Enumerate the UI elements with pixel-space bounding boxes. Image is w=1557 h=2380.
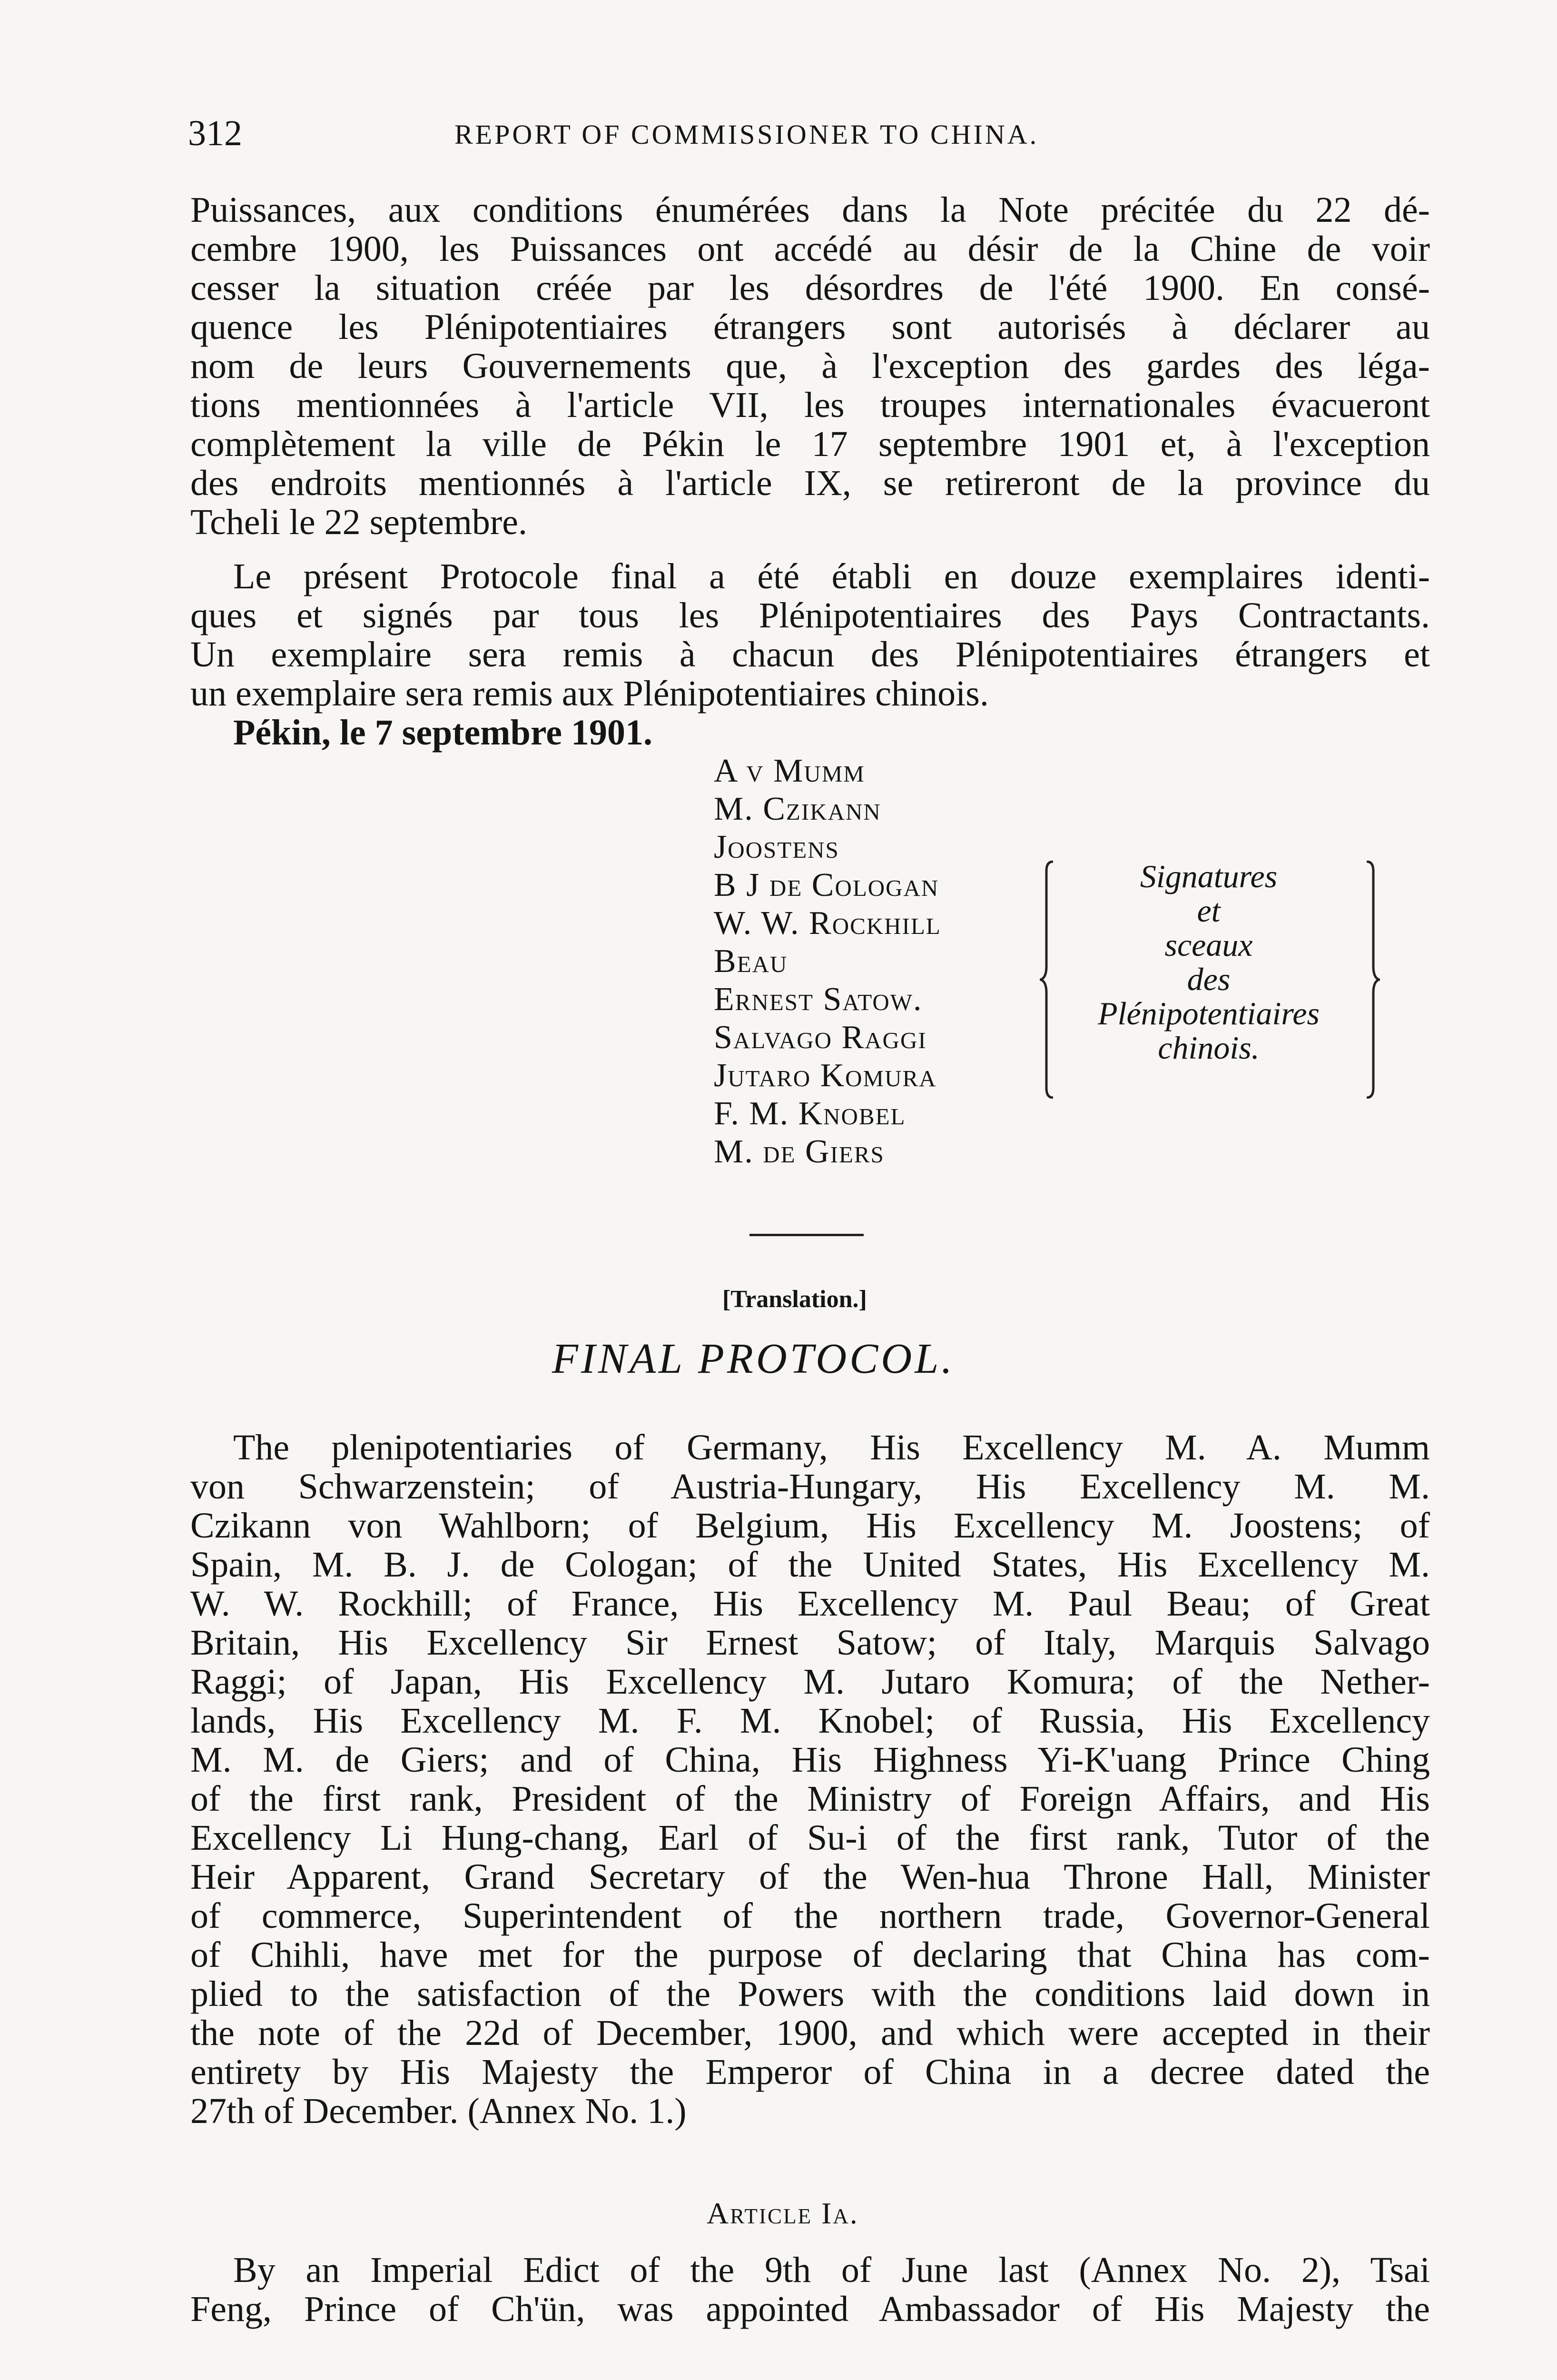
protocol-paragraph [190,557,1430,752]
running-head: REPORT OF COMMISSIONER TO CHINA. [454,119,1039,150]
english-paragraph [190,1428,1430,2131]
signatory-name: M. de Giers [714,1133,885,1170]
text-line: the note of the 22d of December, 1900, and which were accepted in their [190,2013,1430,2053]
page-header [188,112,1435,155]
seals-note-line: Plénipotentiaires [1098,995,1320,1031]
seals-note-line: Signatures [1140,858,1278,894]
text-line: tions mentionnées à l'article VII, les troupes internationales évacueront [190,385,1430,425]
section-divider [749,1234,864,1236]
text-line: 27th of December. (Annex No. 1.) [190,2091,687,2131]
signatory-name: W. W. Rockhill [714,905,941,942]
signatory-name: M. Czikann [714,791,881,827]
text-line: un exemplaire sera remis aux Plénipotentiaires chinois. [190,674,989,714]
text-line: Un exemplaire sera remis à chacun des Plénipotentiaires étrangers et [190,635,1430,674]
final-protocol-title: FINAL PROTOCOL. [552,1335,955,1382]
french-paragraph [190,190,1430,542]
text-line: Raggi; of Japan, His Excellency M. Jutaro Komura; of the Nether- [190,1662,1430,1702]
signatory-name: Ernest Satow. [714,981,923,1018]
text-line: plied to the satisfaction of the Powers with the conditions laid down in [190,1974,1430,2014]
text-line: ques et signés par tous les Plénipotentiaires des Pays Contractants. [190,595,1430,635]
signatory-name: B J de Cologan [714,867,939,903]
signatory-list [714,752,1075,1171]
text-line: complètement la ville de Pékin le 17 septembre 1901 et, à l'exception [190,424,1430,464]
article-heading: Article Ia. [707,2196,859,2230]
text-line: des endroits mentionnés à l'article IX, se retireront de la province du [190,463,1430,503]
seals-note-line: sceaux [1164,927,1253,963]
signatory-name: Jutaro Komura [714,1057,937,1094]
text-line: Feng, Prince of Ch'ün, was appointed Ambassador of His Majesty the [190,2289,1430,2329]
text-line: Heir Apparent, Grand Secretary of the Wen-hua Throne Hall, Minister [190,1857,1430,1897]
seals-note-line: des [1187,961,1231,997]
text-line: By an Imperial Edict of the 9th of June last (Annex No. 2), Tsai [233,2250,1430,2290]
text-line: cembre 1900, les Puissances ont accédé au désir de la Chine de voir [190,229,1430,269]
text-line: cesser la situation créée par les désordres de l'été 1900. En consé- [190,268,1430,308]
signatory-name: Beau [714,943,788,980]
date-line: Pékin, le 7 septembre 1901. [233,713,652,753]
seals-note-line: chinois. [1158,1030,1260,1066]
signatory-name: F. M. Knobel [714,1095,906,1132]
text-line: Britain, His Excellency Sir Ernest Satow; of Italy, Marquis Salvago [190,1623,1430,1663]
text-line: Tcheli le 22 septembre. [190,502,527,542]
text-line: The plenipotentiaries of Germany, His Excellency M. A. Mumm [233,1428,1430,1468]
text-line: of Chihli, have met for the purpose of declaring that China has com- [190,1935,1430,1975]
signatory-name: Salvago Raggi [714,1019,927,1056]
text-line: von Schwarzenstein; of Austria-Hungary, His Excellency M. M. [190,1467,1430,1507]
translation-note: [Translation.] [722,1286,867,1313]
text-line: of the first rank, President of the Ministry of Foreign Affairs, and His [190,1779,1430,1819]
page-number: 312 [188,113,242,153]
text-line: nom de leurs Gouvernements que, à l'exception des gardes des léga- [190,346,1430,386]
seals-note-line: et [1197,892,1221,929]
text-line: of commerce, Superintendent of the northern trade, Governor-General [190,1896,1430,1936]
seals-note [1052,859,1366,1065]
text-line: lands, His Excellency M. F. M. Knobel; of Russia, His Excellency [190,1701,1430,1741]
text-line: Excellency Li Hung-chang, Earl of Su-i of the first rank, Tutor of the [190,1818,1430,1858]
text-line: quence les Plénipotentiaires étrangers sont autorisés à déclarer au [190,307,1430,347]
text-line: M. M. de Giers; and of China, His Highness Yi-K'uang Prince Ching [190,1740,1430,1780]
text-line: Puissances, aux conditions énumérées dans la Note précitée du 22 dé- [190,190,1430,230]
text-line: Spain, M. B. J. de Cologan; of the United States, His Excellency M. [190,1545,1430,1585]
text-line: Le présent Protocole final a été établi en douze exemplaires identi- [233,556,1430,596]
text-line: W. W. Rockhill; of France, His Excellency M. Paul Beau; of Great [190,1584,1430,1624]
text-line: Czikann von Wahlborn; of Belgium, His Excellency M. Joostens; of [190,1506,1430,1546]
signatory-name: Joostens [714,829,839,865]
right-brace-icon [1366,861,1380,1099]
text-line: entirety by His Majesty the Emperor of China in a decree dated the [190,2052,1430,2092]
article-paragraph [190,2251,1430,2329]
signatory-name: A v Mumm [714,753,865,789]
